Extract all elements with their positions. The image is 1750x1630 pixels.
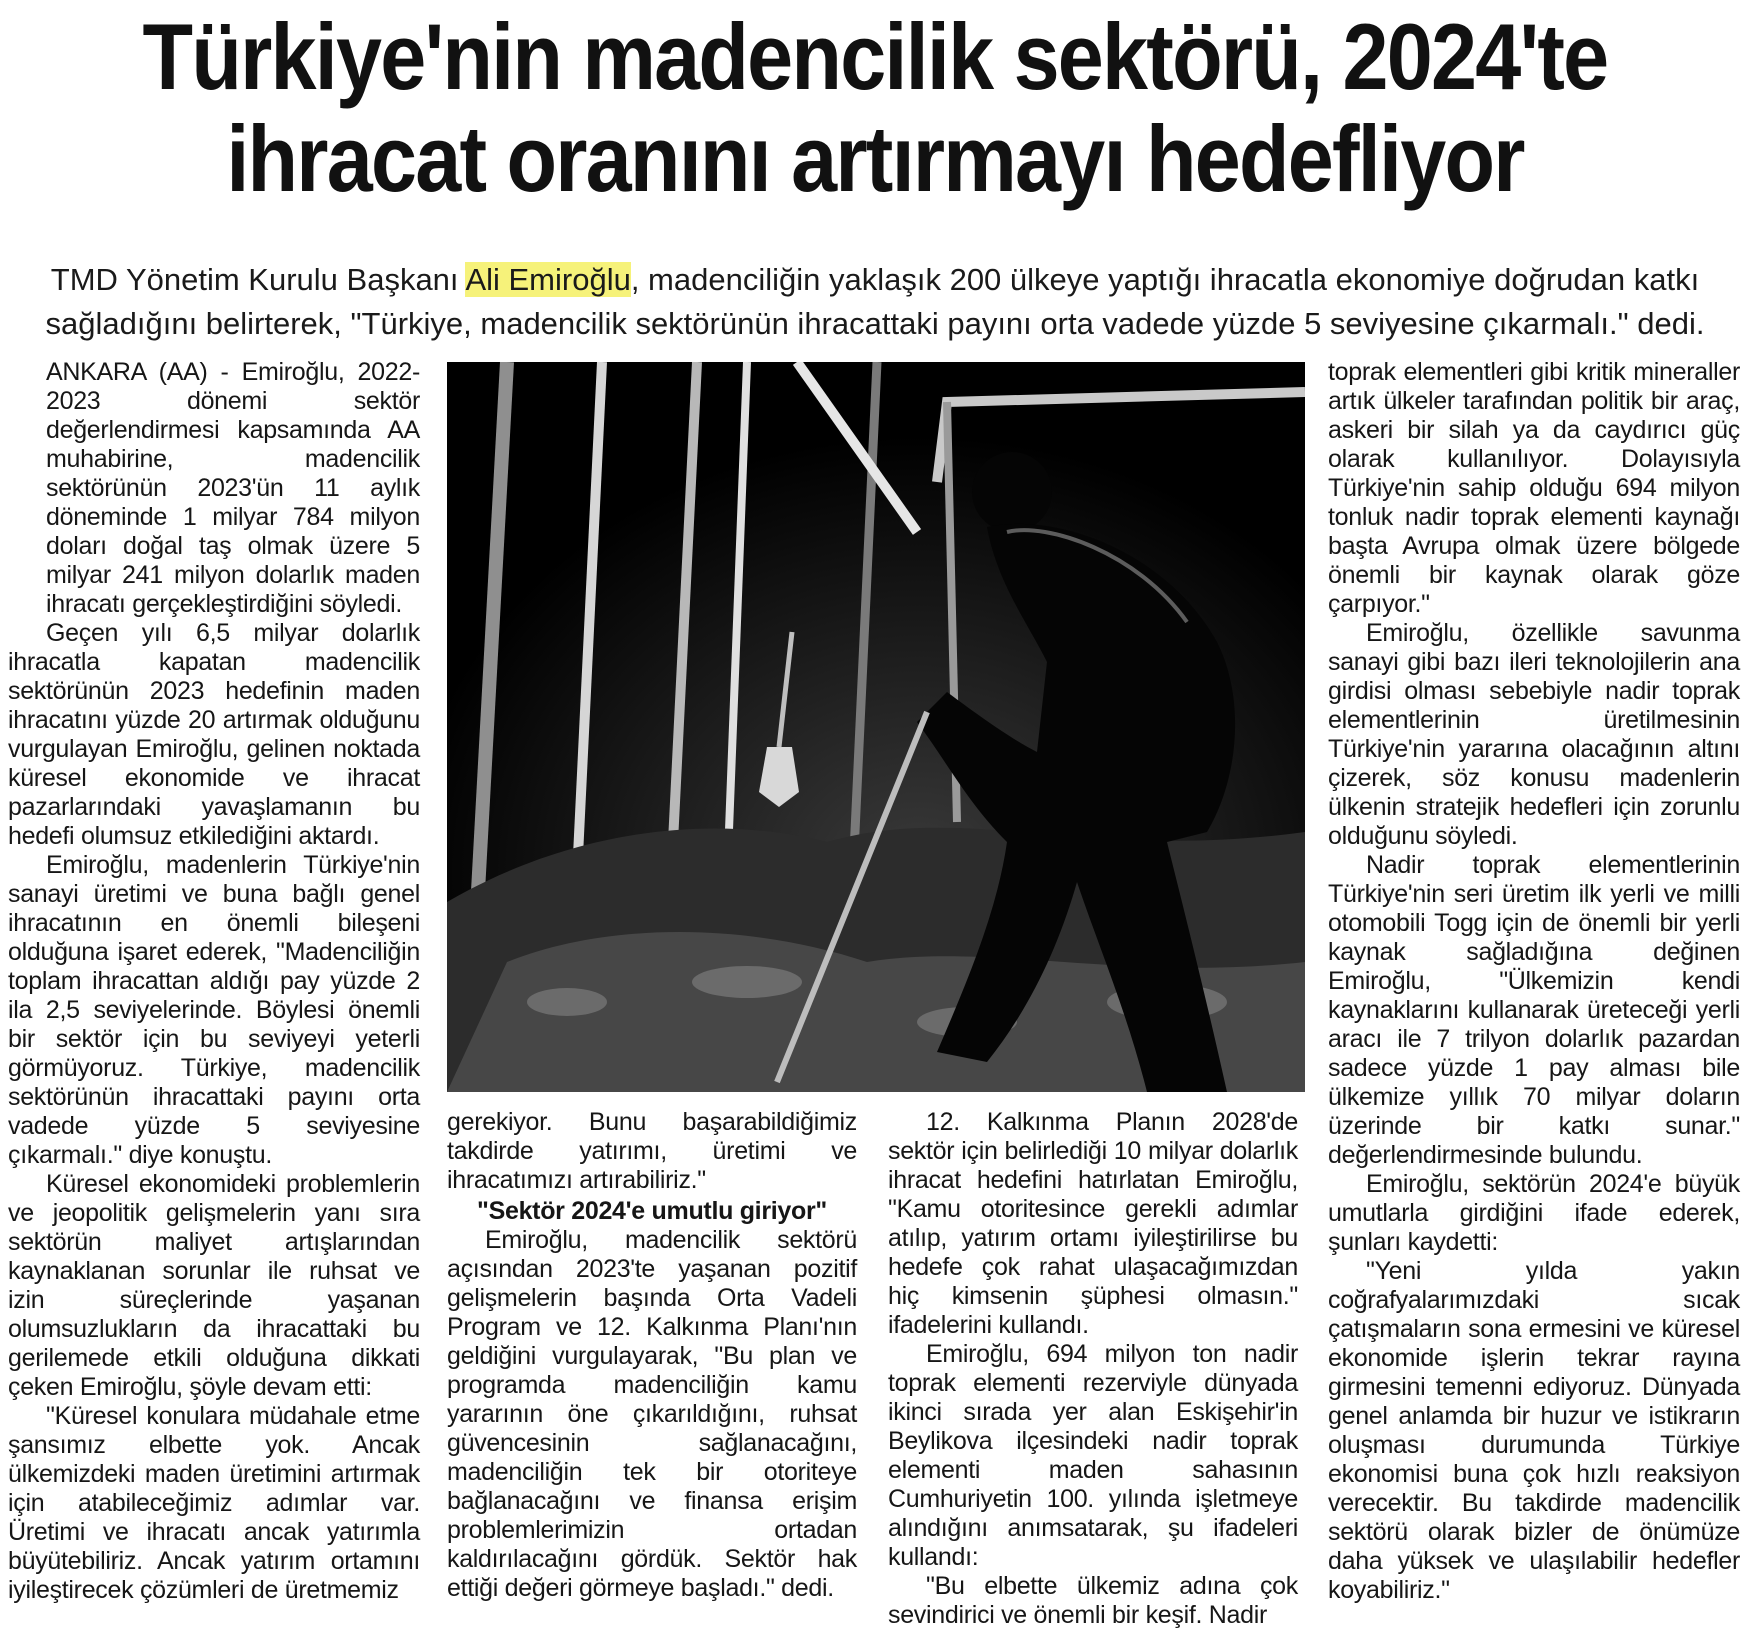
article-column-2 bbox=[447, 1108, 857, 1603]
paragraph: "Küresel konulara müdahale etme şansımız elbette yok. Ancak ülkemizdeki maden üretimini artırmak için atabileceğimiz adımlar var. Üretimi ve ihracatı ancak yatırımla büyütebiliriz. Ancak yatırım ortamını iyileştirecek çözümleri de üretmemiz bbox=[8, 1402, 420, 1604]
paragraph: Emiroğlu, 694 milyon ton nadir toprak elementi rezerviyle dünyada ikinci sırada yer alan Eskişehir'in Beylikova ilçesindeki nadir toprak elementi maden sahasının Cumhuriyetin 100. yılında işletmeye alındığını anımsatarak, şu ifadeleri kullandı: bbox=[888, 1340, 1298, 1571]
headline bbox=[105, 6, 1645, 210]
lead-text-start: TMD Yönetim Kurulu Başkanı bbox=[50, 262, 466, 297]
paragraph: "Bu elbette ülkemiz adına çok sevindirici ve önemli bir keşif. Nadir bbox=[888, 1572, 1298, 1629]
highlighted-name: Ali Emiroğlu bbox=[465, 262, 631, 297]
lead-paragraph bbox=[10, 258, 1740, 346]
paragraph: Küresel ekonomideki problemlerin ve jeopolitik gelişmelerin yanı sıra sektörün maliyet artışlarından kaynaklanan sorunlar ile ruhsat ve izin süreçlerinde yaşanan olumsuzlukların da ihracattaki bu gerilemede etkili olduğuna dikkati çeken Emiroğlu, şöyle devam etti: bbox=[8, 1170, 420, 1401]
paragraph: Emiroğlu, özellikle savunma sanayi gibi bazı ileri teknolojilerin ana girdisi olması sebebiyle nadir toprak elementlerinin üretilmesinin Türkiye'nin yararına olacağının altını çizerek, söz konusu madenlerin ülkenin stratejik hedefleri için zorunlu olduğunu söyledi. bbox=[1328, 619, 1740, 850]
paragraph: toprak elementleri gibi kritik mineraller artık ülkeler tarafından politik bir araç, askeri bir silah ya da caydırıcı güç olarak kullanılıyor. Dolayısıyla Türkiye'nin sahip olduğu 694 milyon tonluk nadir toprak elementi kaynağı başta Avrupa olmak üzere bölgede önemli bir kaynak olarak göze çarpıyor." bbox=[1328, 358, 1740, 618]
paragraph: Emiroğlu, sektörün 2024'e büyük umutlarla girdiğini ifade ederek, şunları kaydetti: bbox=[1328, 1170, 1740, 1256]
paragraph: gerekiyor. Bunu başarabildiğimiz takdirde yatırımı, üretimi ve ihracatımızı artırabiliriz." bbox=[447, 1108, 857, 1194]
headline-line-1: Türkiye'nin madencilik sektörü, 2024'te bbox=[142, 4, 1608, 109]
miner-silhouette-image bbox=[447, 362, 1305, 1092]
paragraph: Emiroğlu, madenlerin Türkiye'nin sanayi üretimi ve buna bağlı genel ihracatının en önemli bileşeni olduğuna işaret ederek, "Madenciliğin toplam ihracattan aldığı pay yüzde 2 ila 2,5 seviyelerinde. Böylesi önemli bir sektör için bu seviyeyi yeterli görmüyoruz. Türkiye, madencilik sektörünün ihracattaki payını orta vadede yüzde 5 seviyesine çıkarmalı." diye konuştu. bbox=[8, 851, 420, 1169]
subheading: "Sektör 2024'e umutlu giriyor" bbox=[477, 1197, 827, 1225]
headline-line-2: ihracat oranını artırmayı hedefliyor bbox=[226, 106, 1524, 211]
paragraph: 12. Kalkınma Planın 2028'de sektör için belirlediği 10 milyar dolarlık ihracat hedefini hatırlatan Emiroğlu, "Kamu otoritesince gerekli adımlar atılıp, yatırım ortamı iyileştirilirse bu hedefe çok rahat ulaşacağımızdan hiç kimsenin şüphesi olmasın." ifadelerini kullandı. bbox=[888, 1108, 1298, 1339]
lead-text-end: , madenciliğin yaklaşık 200 ülkeye yaptığı ihracatla ekonomiye doğrudan katkı sağladığını belirterek, "Türkiye, madencilik sektörünün ihracattaki payını orta vadede yüzde 5 seviyesine çıkarmalı." dedi. bbox=[45, 262, 1705, 341]
article-column-3 bbox=[888, 1108, 1298, 1630]
paragraph: "Yeni yılda yakın coğrafyalarımızdaki sıcak çatışmaların sona ermesini ve küresel ekonomide işlerin tekrar rayına girmesini temenni ediyoruz. Dünyada genel anlamda bir huzur ve istikrarın oluşması durumunda Türkiye ekonomisi buna çok hızlı reaksiyon verecektir. Bu takdirde madencilik sektörü olarak bizler de önümüze daha yüksek ve ulaşılabilir hedefler koyabiliriz." bbox=[1328, 1257, 1740, 1604]
article-column-1 bbox=[8, 358, 420, 1605]
paragraph: Nadir toprak elementlerinin Türkiye'nin seri üretim ilk yerli ve milli otomobili Togg için de önemli bir yerli kaynak sağladığına değinen Emiroğlu, "Ülkemizin kendi kaynaklarını kullanarak üreteceği yerli aracı ile 7 trilyon dolarlık pazardan sadece yüzde 1 pay alması bile ülkemize yıllık 70 milyar doların üzerinde bir katkı sunar." değerlendirmesinde bulundu. bbox=[1328, 851, 1740, 1169]
paragraph: ANKARA (AA) - Emiroğlu, 2022-2023 dönemi sektör değerlendirmesi kapsamında AA muhabirine, madencilik sektörünün 2023'ün 11 aylık döneminde 1 milyar 784 milyon doları doğal taş olmak üzere 5 milyar 241 milyon dolarlık maden ihracatı gerçekleştirdiğini söyledi. bbox=[46, 358, 420, 618]
article-column-4 bbox=[1328, 358, 1740, 1605]
paragraph: Geçen yılı 6,5 milyar dolarlık ihracatla kapatan madencilik sektörünün 2023 hedefinin maden ihracatını yüzde 20 artırmak olduğunu vurgulayan Emiroğlu, gelinen noktada küresel ekonomide ve ihracat pazarlarındaki yavaşlamanın bu hedefi olumsuz etkilediğini aktardı. bbox=[8, 619, 420, 850]
paragraph: Emiroğlu, madencilik sektörü açısından 2023'te yaşanan pozitif gelişmelerin başında Orta Vadeli Program ve 12. Kalkınma Planı'nın geldiğini vurgulayarak, "Bu plan ve programda madenciliğin kamu yararının öne çıkarıldığını, ruhsat güvencesinin sağlanacağını, madenciliğin tek bir otoriteye bağlanacağını ve finansa erişim problemlerimizin ortadan kaldırılacağını gördük. Sektör hak ettiği değeri görmeye başladı." dedi. bbox=[447, 1226, 857, 1602]
mining-photo bbox=[447, 362, 1305, 1092]
